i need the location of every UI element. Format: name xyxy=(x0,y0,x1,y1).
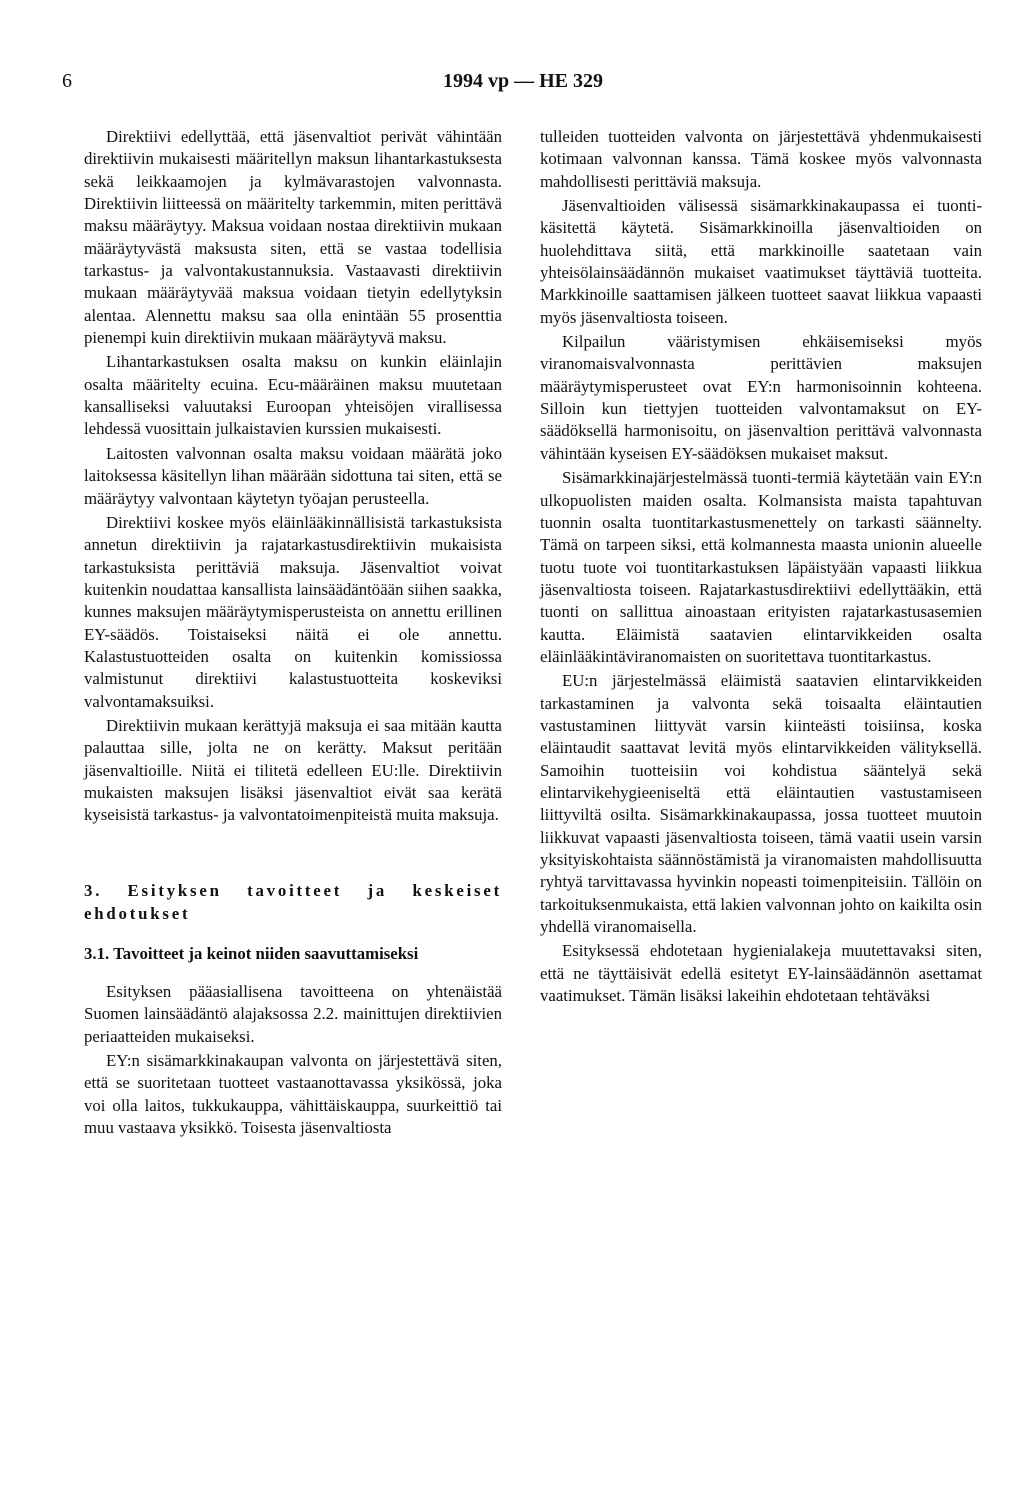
body-paragraph: Direktiivi koskee myös eläinlääkinnällisistä tarkastuksista annetun direktiivin ja rajatarkastusdirektiivin mukaisista tarkastuksista perittäviä maksuja. Jäsenvaltiot voivat kuitenkin noudattaa kansallista lainsäädäntöään siihen saakka, kunnes maksujen määräytymisperusteista on annettu erillinen EY-säädös. Toistaiseksi näitä ei ole annettu. Kalastustuotteiden osalta on kuitenkin komissiossa valmistunut direktiivi kalastustuotteita koskeviksi valvontamaksuiksi. xyxy=(84,512,502,711)
page-number: 6 xyxy=(62,70,72,92)
body-paragraph: Jäsenvaltioiden välisessä sisämarkkinakaupassa ei tuonti-käsitettä käytetä. Sisämarkkinoilla jäsenvaltioiden on huolehdittava siitä, että markkinoille saatetaan vain yhteisölainsäädännön mukaiset vaatimukset täyttäviä tuotteita. Markkinoille saattamisen jälkeen tuotteet saavat liikkua vapaasti myös jäsenvaltiosta toiseen. xyxy=(540,196,982,327)
body-paragraph: EY:n sisämarkkinakaupan valvonta on järjestettävä siten, että se suoritetaan tuotteet vastaanottavassa yksikössä, joka voi olla laitos, tukkukauppa, vähittäiskauppa, suurkeittiö tai muu vastaava yksikkö. Toisesta jäsenvaltiosta xyxy=(84,1051,502,1138)
body-paragraph: Direktiivi edellyttää, että jäsenvaltiot perivät vähintään direktiivin mukaisesti määritellyn maksun lihantarkastuksesta sekä leikkaamojen ja kylmävarastojen valvonnasta. Direktiivin liitteessä on määritelty tarkemmin, miten perittävä maksu määräytyy. Maksua voidaan nostaa direktiivin mukaan määräytyvästä maksusta siten, että se vastaa todellisia tarkastus- ja valvontakustannuksia. Vastaavasti direktiivin mukaan määräytyvää maksua voidaan tietyin edellytyksin alentaa. Alennettu maksu saa olla enintään 55 prosenttia pienempi kuin direktiivin mukaan määräytyvä maksu. xyxy=(84,127,502,348)
body-paragraph: Esityksessä ehdotetaan hygienialakeja muutettavaksi siten, että ne täyttäisivät edellä esitetyt EY-lainsäädännön asettamat vaatimukset. Tämän lisäksi lakeihin ehdotetaan tehtäväksi xyxy=(540,941,982,1006)
body-paragraph-continued: tulleiden tuotteiden valvonta on järjestettävä yhdenmukaisesti kotimaan valvonnan kanssa. Tämä koskee myös valvonnasta mahdollisesti perittäviä maksuja. xyxy=(540,127,982,191)
running-head: 1994 vp — HE 329 xyxy=(442,70,604,92)
section-heading: 3. Esityksen tavoitteet ja keskeiset ehdotukset xyxy=(84,880,502,923)
page-header xyxy=(62,70,984,100)
body-paragraph: Sisämarkkinajärjestelmässä tuonti-termiä käytetään vain EY:n ulkopuolisten maiden osalta. Kolmansista maista tapahtuvan tuonnin osalta tuontitarkastusmenettely on tarkasti säännelty. Tämä on tarpeen siksi, että kolmannesta maasta unionin alueelle tuotu tuote voi tuontitarkastuksen läpäistyään vapaasti liikkua jäsenvaltiosta toiseen. Rajatarkastusdirektiivi edellyttääkin, että tuonti on sallittua ainoastaan erityisten rajatarkastusasemien kautta. Eläimistä saatavien elintarvikkeiden osalta eläinlääkintäviranomaisten on suoritettava tuontitarkastus. xyxy=(540,468,982,666)
left-column xyxy=(84,126,502,1139)
body-paragraph: Esityksen pääasiallisena tavoitteena on yhtenäistää Suomen lainsäädäntö alajaksossa 2.2. mainittujen direktiivien periaatteiden mukaiseksi. xyxy=(84,982,502,1046)
body-paragraph: Direktiivin mukaan kerättyjä maksuja ei saa mitään kautta palauttaa sille, jolta ne on kerätty. Maksut peritään jäsenvaltioille. Niitä ei tilitetä edelleen EU:lle. Direktiivin mukaisten maksujen lisäksi jäsenvaltiot eivät saa kerätä kyseisistä tarkastus- ja valvontatoimenpiteistä muita maksuja. xyxy=(84,715,502,825)
subsection-heading: 3.1. Tavoitteet ja keinot niiden saavuttamiseksi xyxy=(84,943,419,963)
body-paragraph: Kilpailun vääristymisen ehkäisemiseksi myös viranomaisvalvonnasta perittävien maksujen määräytymisperusteet ovat EY:n harmonisoinnin kohteena. Silloin kun tiettyjen tuotteiden valvontamaksut on EY-säädöksellä harmonisoitu, on jäsenvaltion perittävä valvonnasta vähintään kyseisen EY-säädöksen mukaiset maksut. xyxy=(540,332,982,463)
right-column xyxy=(540,126,982,1007)
body-paragraph: Lihantarkastuksen osalta maksu on kunkin eläinlajin osalta määritelty ecuina. Ecu-määräinen maksu muutetaan kansalliseksi valuutaksi Euroopan yhteisöjen virallisessa lehdessä vuosittain julkaistavien kurssien mukaisesti. xyxy=(84,352,502,439)
body-paragraph: Laitosten valvonnan osalta maksu voidaan määrätä joko laitoksessa käsitellyn lihan määrään sidottuna tai siten, että se määräytyy valvontaan käytetyn työajan perusteella. xyxy=(84,443,502,508)
body-paragraph: EU:n järjestelmässä eläimistä saatavien elintarvikkeiden tarkastaminen ja valvonta sekä toisaalta eläintautien vastustaminen liittyvät varsin kiinteästi toisiinsa, koska eläintaudit saattavat levitä myös elintarvikkeiden välityksellä. Samoihin tuotteisiin voi kohdistua sääntelyä sekä elintarvikehygieeniseltä että eläintautien vastustamiseen liittyviltä osilta. Sisämarkkinakaupassa, jossa tuotteet muutoin liikkuvat vapaasti jäsenvaltiosta toiseen, tämä vaatii usein varsin yksityiskohtaista säännöstämistä ja viranomaisten mahdollisuutta ryhtyä tarvittavassa hyvinkin nopeasti toimenpiteisiin. Tällöin on tarkoituksenmukaista, että lakien valvonnan johto on kaikilta osin yhdellä viranomaisella. xyxy=(540,671,982,937)
